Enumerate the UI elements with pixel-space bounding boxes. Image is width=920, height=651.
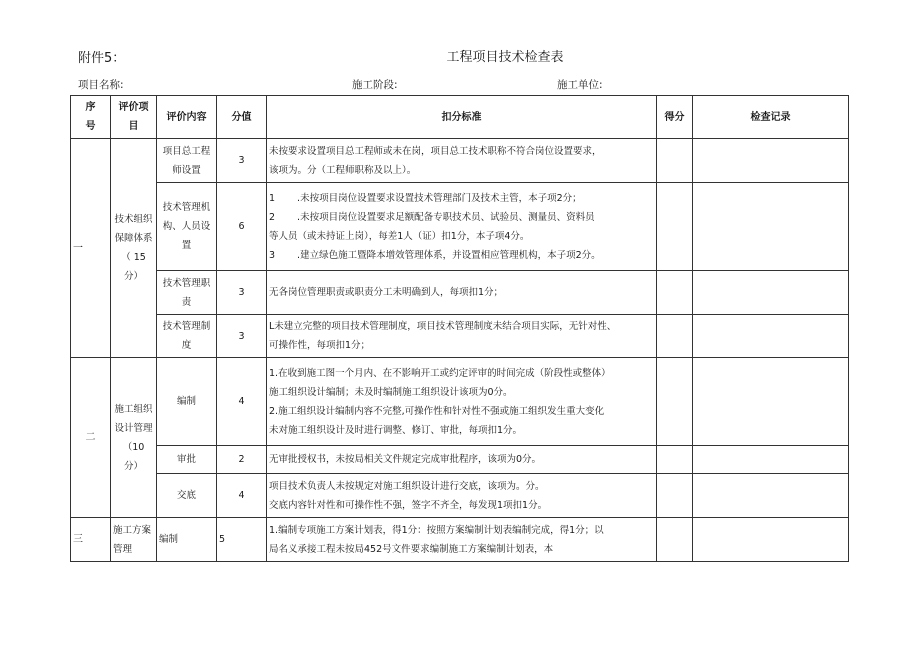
s3-r1-criteria-line2: 局名义承接工程未按局452号文件要求编制施工方案编制计划表，本 xyxy=(269,543,554,555)
s1-r3-score: 3 xyxy=(217,271,267,315)
s1-r2-text-1: .未按项目岗位设置要求设置技术管理部门及技术主管，本子项2分； xyxy=(297,192,582,204)
s2-r1-criteria-line2: 施工组织设计编制；未及时编制施工组织设计该项为0分。 xyxy=(269,386,513,398)
s1-r2-criteria-line1 xyxy=(269,189,654,208)
s1-r1-got-score[interactable] xyxy=(657,139,693,183)
s2-r3-content: 交底 xyxy=(157,474,217,518)
section-2-item xyxy=(111,358,157,518)
s2-r1-got-score[interactable] xyxy=(657,358,693,446)
s2-r2-criteria xyxy=(267,446,657,474)
s1-r2-num-2: 2 xyxy=(269,211,276,223)
section-1-item-line2: 保障体系 xyxy=(114,233,153,244)
s2-r1-criteria-line1: 1.在收到施工图一个月内、在不影响开工或约定评审的时间完成（阶段性或整体） xyxy=(269,367,611,379)
s1-r1-content-line2: 师设置 xyxy=(172,164,201,176)
annex-label: 附件5： xyxy=(78,51,126,66)
header-criteria: 扣分标准 xyxy=(267,96,657,139)
table-row xyxy=(71,139,849,183)
table-row xyxy=(71,183,849,271)
s1-r4-content-line1: 技术管理制 xyxy=(162,321,211,332)
section-3-item-line2: 管理 xyxy=(113,543,133,555)
s1-r2-score: 6 xyxy=(217,183,267,271)
s2-r2-content: 审批 xyxy=(157,446,217,474)
header-seq xyxy=(71,96,111,139)
s1-r3-content-line1: 技术管理职 xyxy=(162,277,211,289)
s2-r1-criteria xyxy=(267,358,657,446)
s2-r1-content: 编制 xyxy=(157,358,217,446)
s1-r4-criteria xyxy=(267,315,657,358)
section-1-item-line1: 技术组织 xyxy=(114,214,153,225)
s1-r1-criteria-line1: 未按要求设置项目总工程师或未在岗，项目总工技术职称不符合岗位设置要求， xyxy=(269,145,602,157)
s2-r1-criteria-line4: 未对施工组织设计及时进行调整、修订、审批，每项扣1分。 xyxy=(269,424,523,436)
s2-r1-score: 4 xyxy=(217,358,267,446)
s2-r3-score: 4 xyxy=(217,474,267,518)
s1-r4-content xyxy=(157,315,217,358)
s3-r1-content: 编制 xyxy=(157,518,217,562)
s1-r4-got-score[interactable] xyxy=(657,315,693,358)
header-content: 评价内容 xyxy=(157,96,217,139)
s1-r4-criteria-line2: 可操作性，每项扣1分； xyxy=(269,340,371,351)
section-1-item xyxy=(111,139,157,358)
s1-r1-criteria-line2: 该项为。分（工程师职称及以上）。 xyxy=(269,164,417,176)
s1-r4-record[interactable] xyxy=(693,315,849,358)
s2-r3-criteria xyxy=(267,474,657,518)
s2-r2-record[interactable] xyxy=(693,446,849,474)
section-2-item-line2: 设计管理 xyxy=(114,422,153,434)
s1-r2-content-line1: 技术管理机 xyxy=(162,202,211,213)
s1-r3-criteria-line1: 无各岗位管理职责或职责分工未明确到人，每项扣1分； xyxy=(269,287,504,298)
s2-r2-criteria-line1: 无审批授权书，未按局相关文件规定完成审批程序，该项为0分。 xyxy=(269,454,542,465)
section-3-item-line1: 施工方案 xyxy=(113,524,152,536)
s2-r1-criteria-line3: 2.施工组织设计编制内容不完整,可操作性和针对性不强或施工组织发生重大变化 xyxy=(269,405,605,417)
header-seq-line2: 号 xyxy=(85,121,96,132)
header-item-line2: 目 xyxy=(128,121,139,132)
s1-r2-record[interactable] xyxy=(693,183,849,271)
header-item xyxy=(111,96,157,139)
section-3-item xyxy=(111,518,157,562)
section-2-seq: 二 xyxy=(71,358,111,518)
table-row xyxy=(71,358,849,446)
section-2-item-line4: 分） xyxy=(123,460,143,472)
table-row xyxy=(71,474,849,518)
header-got-score: 得分 xyxy=(657,96,693,139)
s1-r2-criteria-line3: 等人员（或未持证上岗），每差1人（证）扣1分，本子项4分。 xyxy=(269,230,530,242)
section-1-seq: 一 xyxy=(71,139,111,358)
header-seq-line1: 序 xyxy=(85,102,96,113)
s1-r2-text-2: .未按项目岗位设置要求足额配备专职技术员、试验员、测量员、资料员 xyxy=(297,211,595,223)
s1-r3-content xyxy=(157,271,217,315)
s2-r2-got-score[interactable] xyxy=(657,446,693,474)
s1-r4-criteria-line1: L未建立完整的项目技术管理制度，项目技术管理制度未结合项目实际，无针对性、 xyxy=(269,321,617,332)
stage-label: 施工阶段: xyxy=(352,79,398,91)
s1-r2-criteria-line4 xyxy=(269,246,654,265)
s2-r3-got-score[interactable] xyxy=(657,474,693,518)
s1-r1-score: 3 xyxy=(217,139,267,183)
s3-r1-record[interactable] xyxy=(693,518,849,562)
s2-r3-record[interactable] xyxy=(693,474,849,518)
s3-r1-got-score[interactable] xyxy=(657,518,693,562)
s3-r1-score: 5 xyxy=(217,518,267,562)
s1-r2-content xyxy=(157,183,217,271)
table-row xyxy=(71,271,849,315)
table-row xyxy=(71,315,849,358)
project-name-label: 项目名称: xyxy=(78,79,124,91)
header-item-line1: 评价项 xyxy=(118,102,149,113)
inspection-table xyxy=(70,95,849,562)
s1-r1-criteria xyxy=(267,139,657,183)
section-1-item-line3: （ 15 xyxy=(121,252,146,263)
s3-r1-criteria xyxy=(267,518,657,562)
header-row xyxy=(71,96,849,139)
s2-r3-criteria-line1: 项目技术负责人未按规定对施工组织设计进行交底，该项为。分。 xyxy=(269,480,545,492)
s1-r3-content-line2: 责 xyxy=(181,296,192,308)
s3-r1-criteria-line1: 1.编制专项施工方案计划表，得1分：按照方案编制计划表编制完成，得1分；以 xyxy=(269,524,604,536)
section-1-item-line4: 分） xyxy=(123,271,143,282)
s1-r2-criteria-line2 xyxy=(269,208,654,227)
s2-r1-record[interactable] xyxy=(693,358,849,446)
s1-r2-num-3: 3 xyxy=(269,249,276,261)
s1-r4-content-line2: 度 xyxy=(181,340,192,351)
table-row xyxy=(71,446,849,474)
s1-r1-content xyxy=(157,139,217,183)
s1-r4-score: 3 xyxy=(217,315,267,358)
s1-r3-got-score[interactable] xyxy=(657,271,693,315)
s1-r2-got-score[interactable] xyxy=(657,183,693,271)
s1-r2-text-4: .建立绿色施工暨降本增效管理体系，并设置相应管理机构，本子项2分。 xyxy=(297,249,601,261)
s1-r2-criteria xyxy=(267,183,657,271)
s1-r3-record[interactable] xyxy=(693,271,849,315)
s1-r1-record[interactable] xyxy=(693,139,849,183)
s1-r3-criteria xyxy=(267,271,657,315)
header-record: 检查记录 xyxy=(693,96,849,139)
s1-r1-content-line1: 项目总工程 xyxy=(162,145,211,157)
s1-r2-content-line3: 置 xyxy=(181,240,192,251)
section-2-item-line3: （10 xyxy=(122,441,145,453)
section-3-seq: 三 xyxy=(71,518,111,562)
section-2-item-line1: 施工组织 xyxy=(114,403,153,415)
page-title: 工程项目技术检查表 xyxy=(446,50,564,65)
header-score: 分值 xyxy=(217,96,267,139)
s1-r2-num-1: 1 xyxy=(269,192,276,204)
s2-r2-score: 2 xyxy=(217,446,267,474)
s2-r3-criteria-line2: 交底内容针对性和可操作性不强，签字不齐全，每发现1项扣1分。 xyxy=(269,499,548,511)
s1-r2-content-line2: 构、人员设 xyxy=(162,221,211,232)
unit-label: 施工单位: xyxy=(557,79,603,91)
table-row xyxy=(71,518,849,562)
